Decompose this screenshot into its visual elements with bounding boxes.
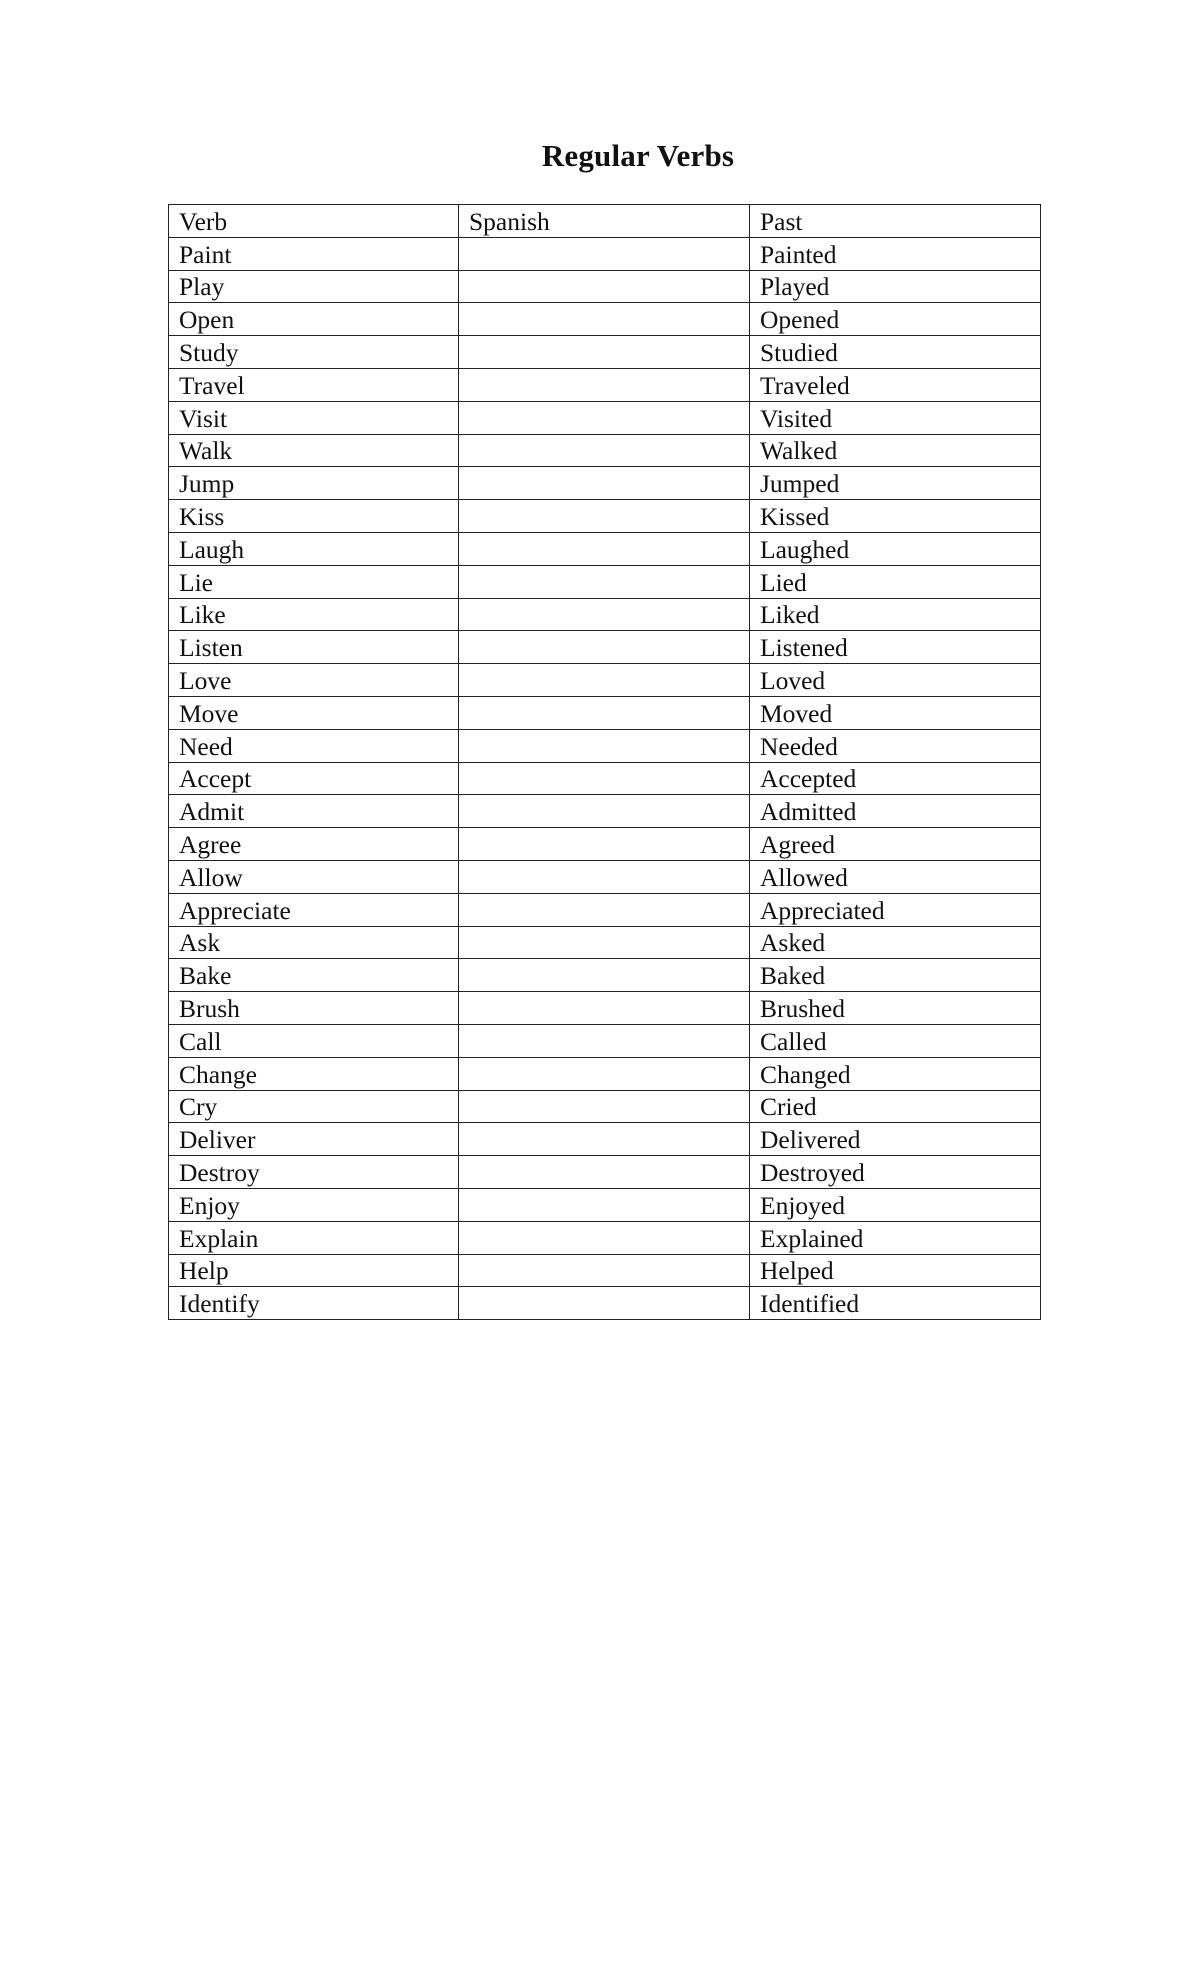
verb-cell: Open: [169, 303, 459, 336]
spanish-cell[interactable]: [459, 401, 750, 434]
spanish-cell[interactable]: [459, 434, 750, 467]
verb-cell: Agree: [169, 828, 459, 861]
table-row: [169, 1123, 1041, 1156]
table-body: [169, 237, 1041, 1319]
verb-cell: Jump: [169, 467, 459, 500]
verb-cell: Explain: [169, 1221, 459, 1254]
past-cell: Helped: [750, 1254, 1041, 1287]
spanish-cell[interactable]: [459, 1221, 750, 1254]
spanish-cell[interactable]: [459, 1024, 750, 1057]
table-row: [169, 860, 1041, 893]
table-row: [169, 926, 1041, 959]
table-row: [169, 500, 1041, 533]
verb-cell: Admit: [169, 795, 459, 828]
verb-cell: Visit: [169, 401, 459, 434]
verb-cell: Kiss: [169, 500, 459, 533]
past-cell: Studied: [750, 336, 1041, 369]
past-cell: Brushed: [750, 992, 1041, 1025]
verb-cell: Listen: [169, 631, 459, 664]
past-cell: Played: [750, 270, 1041, 303]
verb-cell: Deliver: [169, 1123, 459, 1156]
table-row: [169, 762, 1041, 795]
verb-cell: Identify: [169, 1287, 459, 1320]
past-cell: Lied: [750, 565, 1041, 598]
verb-cell: Need: [169, 729, 459, 762]
past-cell: Laughed: [750, 532, 1041, 565]
verbs-table: [168, 204, 1041, 1320]
table-row: [169, 368, 1041, 401]
past-cell: Moved: [750, 696, 1041, 729]
table-row: [169, 631, 1041, 664]
verb-cell: Walk: [169, 434, 459, 467]
table-row: [169, 893, 1041, 926]
verb-cell: Move: [169, 696, 459, 729]
header-past: Past: [750, 205, 1041, 238]
table-row: [169, 992, 1041, 1025]
past-cell: Loved: [750, 664, 1041, 697]
past-cell: Traveled: [750, 368, 1041, 401]
past-cell: Agreed: [750, 828, 1041, 861]
verb-cell: Play: [169, 270, 459, 303]
spanish-cell[interactable]: [459, 336, 750, 369]
spanish-cell[interactable]: [459, 598, 750, 631]
spanish-cell[interactable]: [459, 1287, 750, 1320]
past-cell: Walked: [750, 434, 1041, 467]
verb-cell: Study: [169, 336, 459, 369]
table-row: [169, 565, 1041, 598]
spanish-cell[interactable]: [459, 1057, 750, 1090]
table-row: [169, 303, 1041, 336]
verb-cell: Cry: [169, 1090, 459, 1123]
spanish-cell[interactable]: [459, 959, 750, 992]
header-verb: Verb: [169, 205, 459, 238]
verb-cell: Love: [169, 664, 459, 697]
verb-cell: Appreciate: [169, 893, 459, 926]
spanish-cell[interactable]: [459, 270, 750, 303]
table-row: [169, 532, 1041, 565]
past-cell: Liked: [750, 598, 1041, 631]
spanish-cell[interactable]: [459, 631, 750, 664]
past-cell: Cried: [750, 1090, 1041, 1123]
past-cell: Visited: [750, 401, 1041, 434]
spanish-cell[interactable]: [459, 828, 750, 861]
table-row: [169, 434, 1041, 467]
spanish-cell[interactable]: [459, 860, 750, 893]
past-cell: Destroyed: [750, 1156, 1041, 1189]
table-row: [169, 401, 1041, 434]
verb-cell: Call: [169, 1024, 459, 1057]
header-spanish: Spanish: [459, 205, 750, 238]
spanish-cell[interactable]: [459, 664, 750, 697]
verb-cell: Destroy: [169, 1156, 459, 1189]
verb-cell: Lie: [169, 565, 459, 598]
spanish-cell[interactable]: [459, 795, 750, 828]
verb-cell: Change: [169, 1057, 459, 1090]
past-cell: Kissed: [750, 500, 1041, 533]
table-row: [169, 598, 1041, 631]
table-row: [169, 1156, 1041, 1189]
spanish-cell[interactable]: [459, 368, 750, 401]
table-row: [169, 1057, 1041, 1090]
verb-cell: Allow: [169, 860, 459, 893]
spanish-cell[interactable]: [459, 467, 750, 500]
table-row: [169, 336, 1041, 369]
spanish-cell[interactable]: [459, 303, 750, 336]
spanish-cell[interactable]: [459, 696, 750, 729]
verb-cell: Travel: [169, 368, 459, 401]
table-row: [169, 795, 1041, 828]
table-row: [169, 959, 1041, 992]
verb-cell: Paint: [169, 237, 459, 270]
table-row: [169, 1188, 1041, 1221]
past-cell: Painted: [750, 237, 1041, 270]
page-title: Regular Verbs: [541, 138, 735, 173]
verb-cell: Help: [169, 1254, 459, 1287]
past-cell: Asked: [750, 926, 1041, 959]
verb-cell: Enjoy: [169, 1188, 459, 1221]
past-cell: Admitted: [750, 795, 1041, 828]
past-cell: Explained: [750, 1221, 1041, 1254]
table-row: [169, 1090, 1041, 1123]
table-row: [169, 1024, 1041, 1057]
table-row: [169, 1254, 1041, 1287]
spanish-cell[interactable]: [459, 729, 750, 762]
verb-cell: Accept: [169, 762, 459, 795]
past-cell: Opened: [750, 303, 1041, 336]
past-cell: Enjoyed: [750, 1188, 1041, 1221]
past-cell: Needed: [750, 729, 1041, 762]
spanish-cell[interactable]: [459, 762, 750, 795]
verb-cell: Bake: [169, 959, 459, 992]
spanish-cell[interactable]: [459, 893, 750, 926]
table-row: [169, 696, 1041, 729]
past-cell: Changed: [750, 1057, 1041, 1090]
verb-cell: Laugh: [169, 532, 459, 565]
past-cell: Listened: [750, 631, 1041, 664]
past-cell: Called: [750, 1024, 1041, 1057]
verb-cell: Like: [169, 598, 459, 631]
spanish-cell[interactable]: [459, 237, 750, 270]
table-row: [169, 467, 1041, 500]
verb-cell: Brush: [169, 992, 459, 1025]
table-row: [169, 1221, 1041, 1254]
past-cell: Jumped: [750, 467, 1041, 500]
spanish-cell[interactable]: [459, 1156, 750, 1189]
spanish-cell[interactable]: [459, 1188, 750, 1221]
table-row: [169, 828, 1041, 861]
spanish-cell[interactable]: [459, 1123, 750, 1156]
table-header-row: [169, 205, 1041, 238]
spanish-cell[interactable]: [459, 532, 750, 565]
table-row: [169, 729, 1041, 762]
spanish-cell[interactable]: [459, 565, 750, 598]
spanish-cell[interactable]: [459, 926, 750, 959]
past-cell: Baked: [750, 959, 1041, 992]
table-row: [169, 1287, 1041, 1320]
spanish-cell[interactable]: [459, 500, 750, 533]
past-cell: Allowed: [750, 860, 1041, 893]
spanish-cell[interactable]: [459, 1254, 750, 1287]
past-cell: Accepted: [750, 762, 1041, 795]
past-cell: Appreciated: [750, 893, 1041, 926]
spanish-cell[interactable]: [459, 992, 750, 1025]
table-row: [169, 664, 1041, 697]
past-cell: Identified: [750, 1287, 1041, 1320]
verb-cell: Ask: [169, 926, 459, 959]
spanish-cell[interactable]: [459, 1090, 750, 1123]
past-cell: Delivered: [750, 1123, 1041, 1156]
table-row: [169, 270, 1041, 303]
table-row: [169, 237, 1041, 270]
